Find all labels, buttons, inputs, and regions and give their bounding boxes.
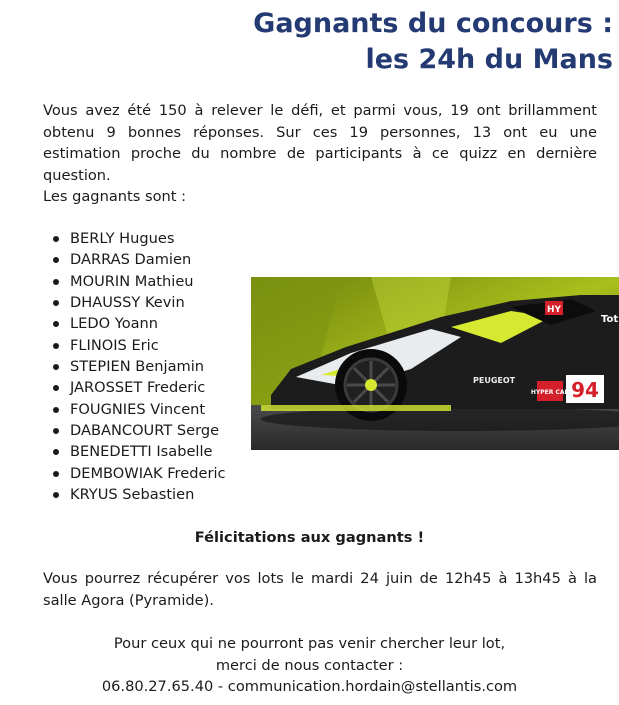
contact-block [0, 633, 619, 698]
winner-item: DARRAS Damien [43, 249, 226, 270]
title-line-1: Gagnants du concours : [253, 8, 613, 39]
winner-item: DEMBOWIAK Frederic [43, 463, 226, 484]
contact-line-2: merci de nous contacter : [215, 656, 404, 674]
pickup-paragraph: Vous pourrez récupérer vos lots le mardi 24 juin de 12h45 à 13h45 à la salle Agora (Pyramide). [43, 570, 597, 609]
winner-item: DABANCOURT Serge [43, 420, 226, 441]
winner-item: LEDO Yoann [43, 313, 226, 334]
race-number: 94 [571, 378, 599, 402]
wheel-hub [365, 379, 377, 391]
top-text: Tot [601, 314, 619, 325]
congratulations-text: Félicitations aux gagnants ! [194, 529, 425, 546]
intro-paragraph: Vous avez été 150 à relever le défi, et parmi vous, 19 ont brillamment obtenu 9 bonnes réponses. Sur ces 19 personnes, 13 ont eu une estimation proche du nombre de participants à ce quizz en dernière question. [43, 102, 597, 184]
winner-item: BENEDETTI Isabelle [43, 441, 226, 462]
winner-item: DHAUSSY Kevin [43, 292, 226, 313]
title-line-2: les 24h du Mans [365, 44, 613, 75]
winner-item: JAROSSET Frederic [43, 377, 226, 398]
race-car-photo [251, 277, 619, 450]
front-splitter [261, 405, 451, 411]
brand-text: PEUGEOT [473, 376, 516, 385]
hy-text: HY [546, 305, 562, 315]
winner-item: BERLY Hugues [43, 228, 226, 249]
winners-heading: Les gagnants sont : [43, 188, 187, 205]
winner-item: STEPIEN Benjamin [43, 356, 226, 377]
winner-item: FOUGNIES Vincent [43, 399, 226, 420]
contact-line-3: 06.80.27.65.40 - communication.hordain@stellantis.com [101, 678, 518, 695]
sponsor-text: HYPER CAR [530, 389, 570, 396]
contact-line-1: Pour ceux qui ne pourront pas venir chercher leur lot, [113, 635, 506, 652]
winner-item: FLINOIS Eric [43, 335, 226, 356]
winner-item: MOURIN Mathieu [43, 271, 226, 292]
race-car-illustration [251, 277, 619, 450]
page-title [253, 6, 613, 78]
winner-item: KRYUS Sebastien [43, 484, 226, 505]
winners-list [43, 228, 226, 505]
